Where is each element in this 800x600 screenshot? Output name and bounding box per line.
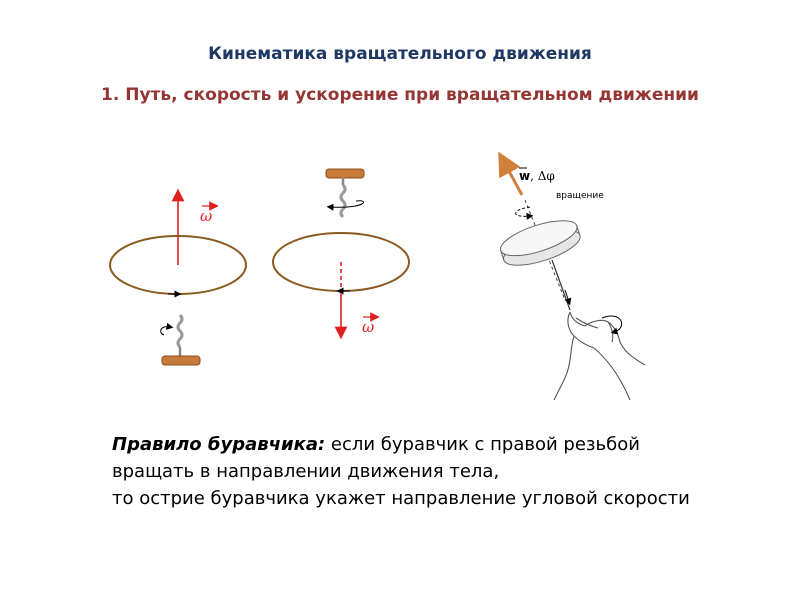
slide-subtitle: 1. Путь, скорость и ускорение при вращательном движении [101,85,699,105]
rule-line-1 [112,431,800,458]
vector-label-rest: , Δφ [530,169,555,183]
rotation-label: вращение [556,191,604,201]
slide-title: Кинематика вращательного движения [208,44,592,64]
rule-line-2: вращать в направлении движения тела, [112,461,500,482]
spinning-disk [497,213,584,272]
omega-up-label: ω [200,207,213,225]
rule-term: Правило буравчика: [112,434,326,455]
omega-down-label: ω [362,318,375,336]
rule-line-3: то острие буравчика укажет направление угловой скорости [112,488,690,509]
spinning-disk-diagram [490,150,680,405]
hand-illustration [554,312,645,400]
gimlet-left [161,315,200,365]
vector-label-w: w [519,169,531,183]
gimlet-rule-diagram [100,155,420,380]
spindle [552,260,570,310]
rule-line-1-text: если буравчик с правой резьбой [325,434,640,455]
gimlet-rule-text [112,431,800,512]
gimlet-right [326,169,364,217]
left-ring-group [110,195,246,365]
vector-label [519,169,555,183]
right-ring-group [273,169,409,336]
